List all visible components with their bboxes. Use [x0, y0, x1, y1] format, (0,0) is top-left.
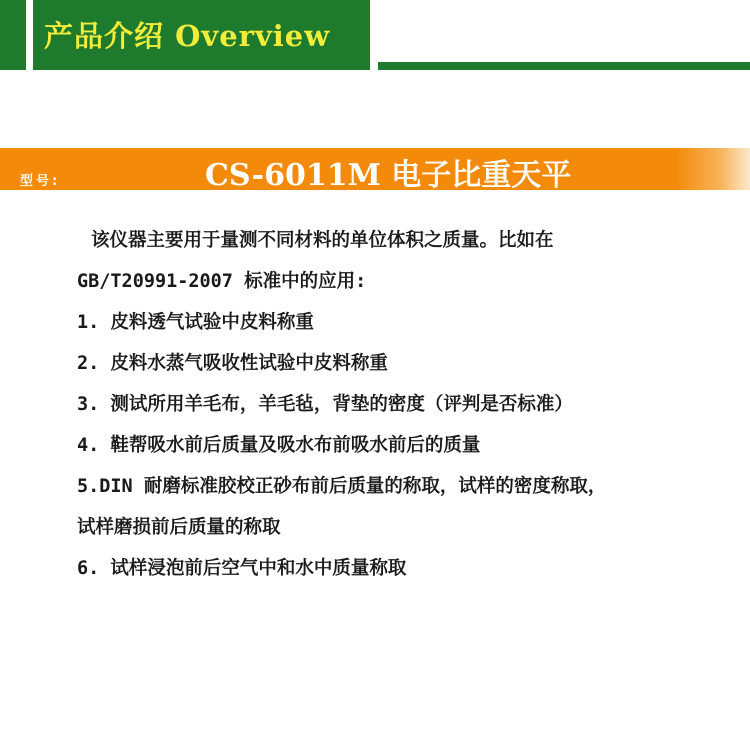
description-line: 2. 皮料水蒸气吸收性试验中皮料称重 — [77, 353, 388, 374]
description-line: 1. 皮料透气试验中皮料称重 — [77, 312, 314, 333]
description-line: 5.DIN 耐磨标准胶校正砂布前后质量的称取，试样的密度称取， — [77, 476, 607, 497]
description-line: 4. 鞋帮吸水前后质量及吸水布前吸水前后的质量 — [77, 435, 481, 456]
description-line: 该仪器主要用于量测不同材料的单位体积之质量。比如在 — [91, 230, 554, 251]
page-title: 产品介绍 Overview — [44, 19, 331, 53]
model-name: CS-6011M 电子比重天平 — [205, 158, 572, 193]
header-accent-block — [0, 0, 26, 70]
description-line: 3. 测试所用羊毛布，羊毛毡，背垫的密度（评判是否标准） — [77, 394, 573, 415]
product-description — [77, 224, 742, 593]
model-label: 型号: — [20, 174, 61, 189]
header-triangle-decoration — [378, 0, 750, 70]
description-line: 6. 试样浸泡前后空气中和水中质量称取 — [77, 558, 407, 579]
description-line: GB/T20991-2007 标准中的应用: — [77, 271, 367, 292]
description-line: 试样磨损前后质量的称取 — [77, 517, 281, 538]
header-bar — [0, 0, 750, 72]
